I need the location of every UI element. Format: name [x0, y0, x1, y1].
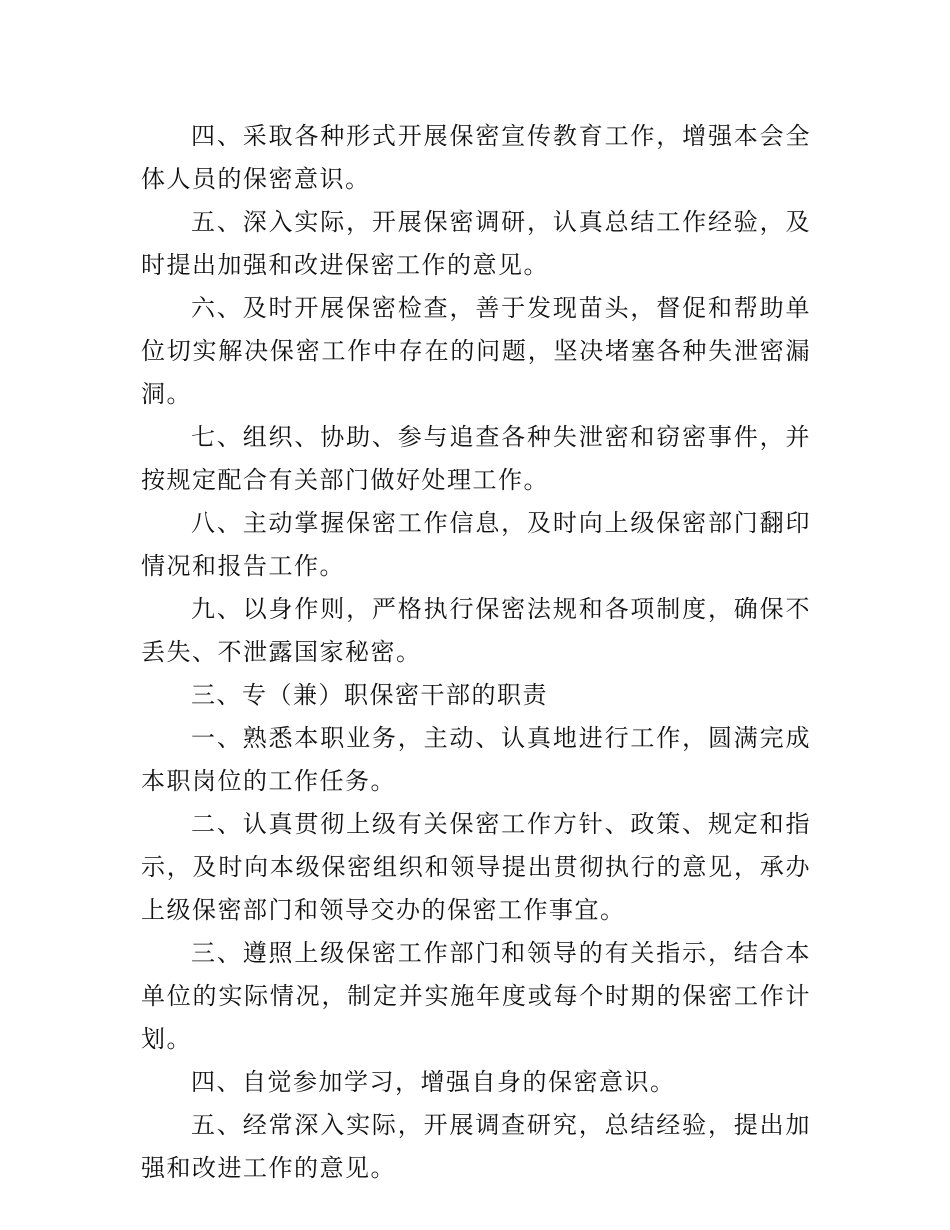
- paragraph-inspection: 六、及时开展保密检查，善于发现苗头，督促和帮助单位切实解决保密工作中存在的问题，坚决堵塞各种失泄密漏洞。: [141, 294, 811, 408]
- paragraph-implement-policies: 二、认真贯彻上级有关保密工作方针、政策、规定和指示，及时向本级保密组织和领导提出贯彻执行的意见，承办上级保密部门和领导交办的保密工作事宜。: [141, 810, 811, 924]
- paragraph-investigation: 七、组织、协助、参与追查各种失泄密和窃密事件，并按规定配合有关部门做好处理工作。: [141, 423, 811, 494]
- paragraph-self-study: 四、自觉参加学习，增强自身的保密意识。: [191, 1068, 676, 1096]
- document-body: [141, 115, 811, 1190]
- paragraph-work-plan: 三、遵照上级保密工作部门和领导的有关指示，结合本单位的实际情况，制定并实施年度或每个时期的保密工作计划。: [141, 939, 811, 1053]
- paragraph-field-research: 五、经常深入实际，开展调查研究，总结经验，提出加强和改进工作的意见。: [141, 1111, 811, 1182]
- paragraph-publicity-education: 四、采取各种形式开展保密宣传教育工作，增强本会全体人员的保密意识。: [141, 122, 811, 193]
- section-heading-cadre-duties: 三、专（兼）职保密干部的职责: [191, 681, 548, 709]
- paragraph-information: 八、主动掌握保密工作信息，及时向上级保密部门翻印情况和报告工作。: [141, 509, 811, 580]
- paragraph-lead-by-example: 九、以身作则，严格执行保密法规和各项制度，确保不丢失、不泄露国家秘密。: [141, 595, 811, 666]
- paragraph-research: 五、深入实际，开展保密调研，认真总结工作经验，及时提出加强和改进保密工作的意见。: [141, 208, 811, 279]
- paragraph-know-business: 一、熟悉本职业务，主动、认真地进行工作，圆满完成本职岗位的工作任务。: [141, 724, 811, 795]
